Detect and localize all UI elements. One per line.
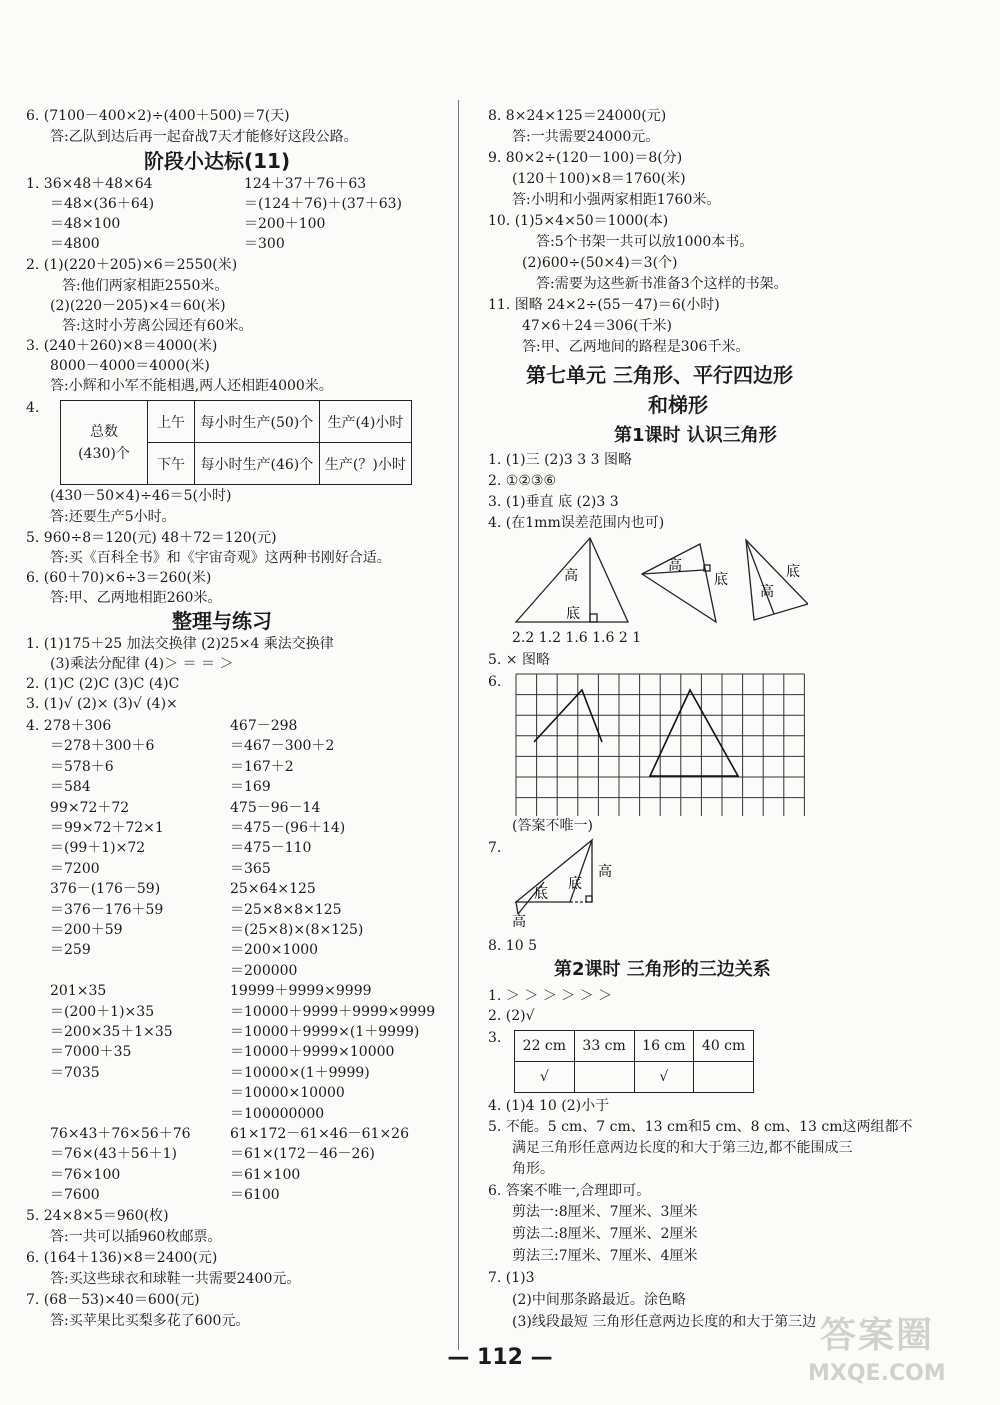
calc-line: ＝200000 <box>230 963 298 979</box>
calc-line: ＝578＋6 <box>50 759 114 775</box>
line: 5. 不能。5 cm、7 cm、13 cm和5 cm、8 cm、13 cm这两组都不 <box>488 1119 913 1135</box>
line: 答:甲、乙两地间的路程是306千米。 <box>522 339 750 355</box>
table-cell: 22 cm <box>515 1031 575 1062</box>
line: 10. (1)5×4×50＝1000(本) <box>488 213 669 229</box>
line: 答:乙队到达后再一起奋战7天才能修好这段公路。 <box>50 129 358 145</box>
label-high: 高 <box>564 568 578 584</box>
label-base: 底 <box>568 876 582 892</box>
calc-line: ＝475－(96＋14) <box>230 820 346 836</box>
line: 答:5个书架一共可以放1000本书。 <box>536 234 754 250</box>
line: 1. (1)175＋25 加法交换律 (2)25×4 乘法交换律 <box>26 636 334 652</box>
line: 答:需要为这些新书准备3个这样的书架。 <box>536 276 788 292</box>
line: 答:还要生产5小时。 <box>50 509 176 525</box>
section-title: 整理与练习 <box>172 609 272 633</box>
line: 剪法三:7厘米、7厘米、4厘米 <box>512 1248 698 1264</box>
calc-line: ＝99×72＋72×1 <box>50 820 164 836</box>
table-cell: 生产(？)小时 <box>319 443 411 485</box>
calc-line: 467－298 <box>230 718 298 734</box>
calc-line: 99×72＋72 <box>50 800 130 816</box>
line: 满足三角形任意两边长度的和大于第三边,都不能围成三 <box>512 1140 853 1156</box>
line: 答:小明和小强两家相距1760米。 <box>512 192 721 208</box>
calc-line: ＝475－110 <box>230 840 312 856</box>
calc-line: ＝376－176＋59 <box>50 902 164 918</box>
column-divider <box>458 100 459 1350</box>
table-cell: 生产(4)小时 <box>319 401 411 443</box>
table-cell <box>574 1062 634 1093</box>
line: ＝48×100 <box>50 216 121 232</box>
label-high: 高 <box>760 584 774 600</box>
line: 5. 960÷8＝120(元) 48＋72＝120(元) <box>26 530 277 546</box>
calc-line: ＝61×100 <box>230 1167 301 1183</box>
line: 剪法一:8厘米、7厘米、3厘米 <box>512 1204 698 1220</box>
line: 124＋37＋76＋63 <box>244 176 367 192</box>
line: (430－50×4)÷46＝5(小时) <box>50 488 232 504</box>
calc-line: ＝(99＋1)×72 <box>50 840 146 856</box>
line: 答:小辉和小军不能相遇,两人还相距4000米。 <box>50 378 333 394</box>
table-cell: 16 cm <box>634 1031 694 1062</box>
calc-line: ＝61×(172－46－26) <box>230 1146 375 1162</box>
line: (2)600÷(50×4)＝3(个) <box>522 255 678 271</box>
line: (答案不唯一) <box>512 818 593 834</box>
lesson-title: 第2课时 三角形的三边关系 <box>554 959 771 980</box>
calc-line: ＝10000＋9999×(1＋9999) <box>230 1024 420 1040</box>
calc-line: ＝200＋59 <box>50 922 123 938</box>
table-cell: 总数 (430)个 <box>61 401 148 485</box>
line: 答:一共可以插960枚邮票。 <box>50 1229 222 1245</box>
table-cell: √ <box>515 1062 575 1093</box>
line: 11. 图略 24×2÷(55－47)＝6(小时) <box>488 297 720 313</box>
line: 3. <box>488 1030 502 1046</box>
line: 6. (164＋136)×8＝2400(元) <box>26 1250 218 1266</box>
calc-line: 376－(176－59) <box>50 881 161 897</box>
line: 6. (60＋70)×6÷3＝260(米) <box>26 570 212 586</box>
calc-line: ＝584 <box>50 779 91 795</box>
line: 2. (1)(220＋205)×6＝2550(米) <box>26 257 238 273</box>
calc-line: ＝467－300＋2 <box>230 738 335 754</box>
unit-title: 第七单元 三角形、平行四边形 <box>526 363 793 387</box>
line: 6. <box>488 674 502 690</box>
line: 2.2 1.2 1.6 1.6 2 1 <box>512 630 642 646</box>
unit-title: 和梯形 <box>648 393 708 417</box>
side-length-table <box>514 1030 754 1093</box>
line: 7. (68－53)×40＝600(元) <box>26 1292 200 1308</box>
calc-line: ＝25×8×8×125 <box>230 902 342 918</box>
calc-line: ＝167＋2 <box>230 759 294 775</box>
line: 答:他们两家相距2550米。 <box>62 278 229 294</box>
label-base: 底 <box>786 564 800 580</box>
line: 2. (1)C (2)C (3)C (4)C <box>26 676 180 692</box>
calc-line: 19999＋9999×9999 <box>230 983 372 999</box>
label-high: 高 <box>598 864 612 880</box>
calc-line: ＝100000000 <box>230 1106 325 1122</box>
line: 3. (1)√ (2)× (3)√ (4)× <box>26 696 178 712</box>
line: 9. 80×2÷(120－100)＝8(分) <box>488 150 683 166</box>
calc-line: 25×64×125 <box>230 881 316 897</box>
table-cell: 每小时生产(46)个 <box>195 443 320 485</box>
line: 1. ＞ ＞ ＞ ＞ ＞ ＞ <box>488 988 613 1004</box>
calc-line: ＝10000×(1＋9999) <box>230 1065 370 1081</box>
label-high: 高 <box>668 558 682 574</box>
lesson-title: 第1课时 认识三角形 <box>614 425 777 446</box>
calc-line: ＝7200 <box>50 861 100 877</box>
calc-line: 201×35 <box>50 983 107 999</box>
line: 8000－4000＝4000(米) <box>50 358 210 374</box>
label-base: 底 <box>534 886 548 902</box>
page-number: — 112 — <box>447 1345 553 1370</box>
line: 1. 36×48＋48×64 <box>26 176 153 192</box>
calc-line: 76×43＋76×56＋76 <box>50 1126 191 1142</box>
calc-line: ＝10000×10000 <box>230 1085 345 1101</box>
calc-line: ＝278＋300＋6 <box>50 738 155 754</box>
watermark-logo: 答案圈 <box>820 1315 935 1356</box>
line: 2. ①②③⑥ <box>488 473 557 489</box>
line: 3. (1)垂直 底 (2)3 3 <box>488 494 619 510</box>
calc-line: ＝(25×8)×(8×125) <box>230 922 364 938</box>
line: ＝(124＋76)＋(37＋63) <box>244 196 403 212</box>
line: 2. (2)√ <box>488 1008 535 1024</box>
label-base: 底 <box>714 572 728 588</box>
calc-line: ＝76×(43＋56＋1) <box>50 1146 178 1162</box>
line: 5. × 图略 <box>488 652 550 668</box>
line: 6. (7100－400×2)÷(400＋500)＝7(天) <box>26 108 290 124</box>
line: 47×6＋24＝306(千米) <box>522 318 672 334</box>
line: (3)线段最短 三角形任意两边长度的和大于第三边 <box>512 1314 817 1330</box>
calc-line: ＝7600 <box>50 1187 100 1203</box>
table-cell: 每小时生产(50)个 <box>195 401 320 443</box>
table-cell: √ <box>634 1062 694 1093</box>
line: 剪法二:8厘米、7厘米、2厘米 <box>512 1226 698 1242</box>
line: 5. 24×8×5＝960(枚) <box>26 1208 169 1224</box>
line: 7. (1)3 <box>488 1270 535 1286</box>
calc-line: ＝169 <box>230 779 271 795</box>
calc-line: ＝76×100 <box>50 1167 121 1183</box>
line: 4. <box>26 400 40 416</box>
production-table <box>60 400 412 485</box>
calc-line: ＝365 <box>230 861 271 877</box>
line: 答:一共需要24000元。 <box>512 129 660 145</box>
line: ＝4800 <box>50 236 100 252</box>
calc-line: 4. 278＋306 <box>26 718 112 734</box>
line: (3)乘法分配律 (4)＞ ＝ ＝ ＞ <box>50 656 234 672</box>
watermark-url: MXQE.COM <box>808 1361 946 1386</box>
table-cell: 下午 <box>148 443 195 485</box>
line: 4. (1)4 10 (2)小于 <box>488 1098 610 1114</box>
line: 答:这时小芳离公园还有60米。 <box>62 318 253 334</box>
line: 7. <box>488 840 502 856</box>
line: 6. 答案不唯一,合理即可。 <box>488 1183 651 1199</box>
line: (120＋100)×8＝1760(米) <box>512 171 686 187</box>
line: ＝300 <box>244 236 285 252</box>
table-cell: 40 cm <box>694 1031 754 1062</box>
line: 8. 8×24×125＝24000(元) <box>488 108 667 124</box>
label-high: 高 <box>512 914 526 930</box>
line: 答:买这些球衣和球鞋一共需要2400元。 <box>50 1271 301 1287</box>
line: 4. (在1mm误差范围内也可) <box>488 515 665 531</box>
watermark <box>800 1305 990 1395</box>
calc-line: ＝200×35＋1×35 <box>50 1024 173 1040</box>
calc-line: ＝(200＋1)×35 <box>50 1004 155 1020</box>
calc-line: ＝7035 <box>50 1065 100 1081</box>
line: (2)中间那条路最近。涂色略 <box>512 1292 686 1308</box>
label-base: 底 <box>566 606 580 622</box>
line: (2)(220－205)×4＝60(米) <box>50 298 226 314</box>
calc-line: 475－96－14 <box>230 800 321 816</box>
line: 答:买苹果比买梨多花了600元。 <box>50 1313 250 1329</box>
line: ＝48×(36＋64) <box>50 196 155 212</box>
calc-line: ＝200×1000 <box>230 942 319 958</box>
line: 1. (1)三 (2)3 3 3 图略 <box>488 452 632 468</box>
table-cell: 33 cm <box>574 1031 634 1062</box>
calc-line: ＝259 <box>50 942 91 958</box>
line: 3. (240＋260)×8＝4000(米) <box>26 338 218 354</box>
grid-triangles <box>514 672 814 816</box>
line: 角形。 <box>512 1161 554 1177</box>
line: 答:甲、乙两地相距260米。 <box>50 590 222 606</box>
calc-line: ＝7000＋35 <box>50 1044 132 1060</box>
line: ＝200＋100 <box>244 216 326 232</box>
height-figure <box>512 836 622 930</box>
triangle-figures <box>508 534 808 626</box>
calc-line: ＝10000＋9999×10000 <box>230 1044 395 1060</box>
line: 答:买《百科全书》和《宇宙奇观》这两种书刚好合适。 <box>50 550 391 566</box>
table-cell: 上午 <box>148 401 195 443</box>
table-cell <box>694 1062 754 1093</box>
section-title: 阶段小达标(11) <box>144 149 291 173</box>
calc-line: 61×172－61×46－61×26 <box>230 1126 409 1142</box>
calc-line: ＝6100 <box>230 1187 280 1203</box>
line: 8. 10 5 <box>488 938 537 954</box>
calc-line: ＝10000＋9999＋9999×9999 <box>230 1004 436 1020</box>
